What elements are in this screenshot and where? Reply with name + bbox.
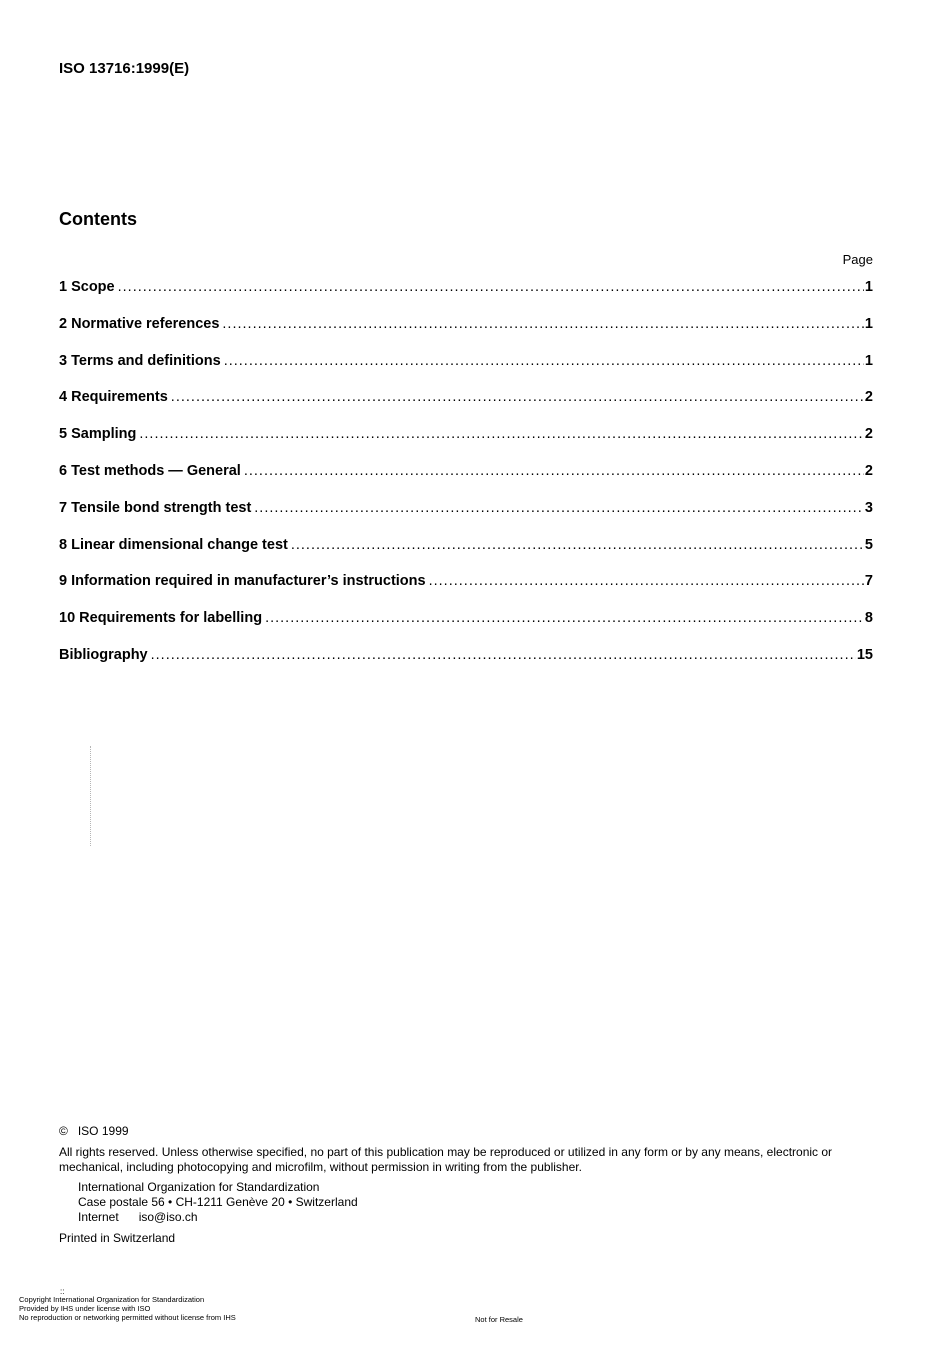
toc-entry-title: 1 Scope: [59, 279, 115, 295]
copyright-block: [59, 1124, 875, 1246]
toc-entry-page: 1: [864, 315, 873, 332]
publisher-address: [78, 1180, 875, 1225]
copyright-year: ISO 1999: [77, 1124, 129, 1138]
toc-entry-page: 2: [864, 462, 873, 479]
copyright-symbol: ©: [59, 1124, 68, 1138]
toc-entry-page: 8: [864, 610, 873, 627]
toc-entry-page: 7: [864, 573, 873, 590]
toc-entry-title: 4 Requirements: [59, 389, 168, 406]
toc-dot-leader: [429, 573, 864, 589]
toc-entry-page: 1: [864, 352, 873, 369]
footer-line-1: Copyright International Organization for Standardization: [19, 1295, 205, 1304]
not-for-resale: Not for Resale: [475, 1315, 523, 1324]
postal-address: Case postale 56 • CH-1211 Genève 20 • Switzerland: [78, 1195, 358, 1209]
license-footer: [19, 1288, 236, 1322]
toc-entry-title: 5 Sampling: [59, 426, 137, 443]
copyright-line: [59, 1124, 875, 1139]
toc-entry-title: 3 Terms and definitions: [59, 352, 221, 369]
toc-dot-leader: [139, 426, 864, 442]
toc-entry[interactable]: [59, 389, 873, 426]
toc-entry[interactable]: [59, 537, 873, 574]
toc-entry[interactable]: [59, 573, 873, 610]
toc-dot-leader: [222, 316, 864, 332]
document-id: ISO 13716:1999(E): [59, 60, 190, 77]
toc-dot-leader: [118, 279, 864, 295]
toc-entry-title: 7 Tensile bond strength test: [59, 499, 252, 516]
toc-entry[interactable]: [59, 353, 873, 390]
toc-entry-title: Bibliography: [59, 646, 148, 663]
toc-dot-leader: [171, 389, 864, 405]
rights-statement: All rights reserved. Unless otherwise specified, no part of this publication may be reproduced or utilized in any form or by any means, electronic or mechanical, including photocopying and microfilm, without permission in writing from the publisher.: [59, 1145, 833, 1174]
contents-heading: Contents: [59, 209, 137, 229]
toc-dot-leader: [244, 463, 864, 479]
toc-entry-page: 2: [864, 389, 873, 406]
internet-line: [78, 1210, 875, 1225]
toc-entry[interactable]: [59, 500, 873, 537]
toc-dot-leader: [291, 537, 864, 553]
toc-dot-leader: [224, 353, 864, 369]
printed-in: Printed in Switzerland: [59, 1231, 176, 1245]
footer-line-3: No reproduction or networking permitted without license from IHS: [19, 1313, 236, 1322]
toc-entry-page: 2: [864, 426, 873, 443]
footer-line-2: Provided by IHS under license with ISO: [19, 1304, 151, 1313]
internet-label: Internet: [78, 1210, 119, 1224]
footer-dots: ::: [60, 1287, 65, 1296]
margin-mark: [90, 746, 94, 846]
toc-entry[interactable]: [59, 647, 873, 684]
email-link[interactable]: iso@iso.ch: [138, 1210, 198, 1224]
toc-entry-title: 8 Linear dimensional change test: [59, 536, 288, 553]
toc-entry-title: 9 Information required in manufacturer’s instructions: [59, 573, 426, 590]
table-of-contents: [59, 279, 873, 684]
toc-entry[interactable]: [59, 316, 873, 353]
toc-entry-page: 1: [864, 279, 873, 295]
toc-entry[interactable]: [59, 610, 873, 647]
toc-dot-leader: [265, 610, 864, 626]
toc-entry[interactable]: [59, 426, 873, 463]
toc-dot-leader: [254, 500, 864, 516]
toc-entry-page: 3: [864, 499, 873, 516]
org-name: International Organization for Standardization: [78, 1180, 320, 1194]
toc-entry[interactable]: [59, 463, 873, 500]
toc-entry-page: 15: [856, 646, 873, 663]
toc-entry-title: 10 Requirements for labelling: [59, 610, 263, 627]
toc-entry-title: 2 Normative references: [59, 315, 220, 332]
toc-entry[interactable]: [59, 279, 873, 316]
page-column-label: Page: [842, 252, 873, 267]
toc-entry-title: 6 Test methods — General: [59, 462, 241, 479]
toc-dot-leader: [151, 647, 856, 663]
toc-entry-page: 5: [864, 536, 873, 553]
